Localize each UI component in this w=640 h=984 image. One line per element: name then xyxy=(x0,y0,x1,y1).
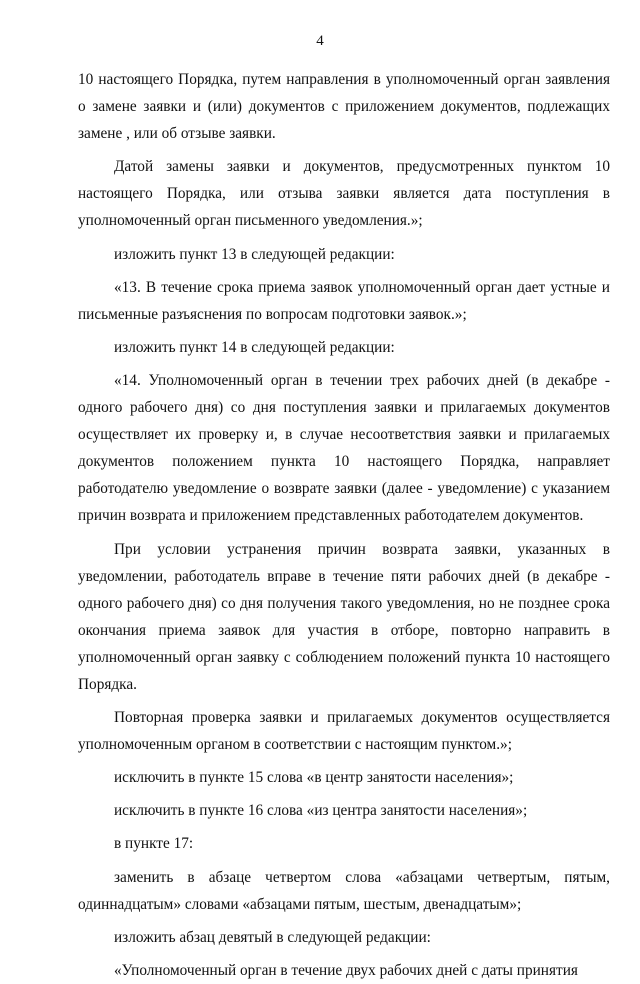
paragraph: изложить абзац девятый в следующей редакции: xyxy=(114,928,431,946)
paragraph: исключить в пункте 15 слова «в центр занятости населения»; xyxy=(114,769,514,787)
paragraph: «13. В течение срока приема заявок уполномоченный орган дает устные и письменные разъяснения по вопросам подготовки заявок.»; xyxy=(78,278,610,323)
document-body xyxy=(78,66,610,984)
paragraph: заменить в абзаце четвертом слова «абзацами четвертым, пятым, одиннадцатым» словами «абзацами пятым, шестым, двенадцатым»; xyxy=(78,868,610,913)
page-number: 4 xyxy=(316,33,324,49)
paragraph: в пункте 17: xyxy=(114,835,194,853)
paragraph: Датой замены заявки и документов, предусмотренных пунктом 10 настоящего Порядка, или отзыва заявки является дата поступления в уполномоченный орган письменного уведомления.»; xyxy=(78,158,610,230)
paragraph: При условии устранения причин возврата заявки, указанных в уведомлении, работодатель вправе в течение пяти рабочих дней (в декабре - одного рабочего дня) со дня получения такого уведомления, но не позднее срока окончания приема заявок для участия в отборе, повторно направить в уполномоченный орган заявку с соблюдением положений пункта 10 настоящего Порядка. xyxy=(78,540,610,693)
paragraph: исключить в пункте 16 слова «из центра занятости населения»; xyxy=(114,802,528,820)
paragraph: «Уполномоченный орган в течение двух рабочих дней с даты принятия xyxy=(114,961,578,979)
paragraph-continuation: 10 настоящего Порядка, путем направления в уполномоченный орган заявления о замене заявки и (или) документов с приложением документов, подлежащих замене , или об отзыве заявки. xyxy=(78,71,610,143)
paragraph: Повторная проверка заявки и прилагаемых документов осуществляется уполномоченным органом в соответствии с настоящим пунктом.»; xyxy=(78,709,610,754)
paragraph: изложить пункт 14 в следующей редакции: xyxy=(114,338,395,356)
paragraph: «14. Уполномоченный орган в течении трех рабочих дней (в декабре - одного рабочего дня) со дня поступления заявки и прилагаемых документов осуществляет их проверку и, в случае несоответствия заявки и прилагаемых документов положением пункта 10 настоящего Порядка, направляет работодателю уведомление о возврате заявки (далее - уведомление) с указанием причин возврата и приложением представленных работодателем документов. xyxy=(78,371,610,525)
paragraph: изложить пункт 13 в следующей редакции: xyxy=(114,245,395,263)
